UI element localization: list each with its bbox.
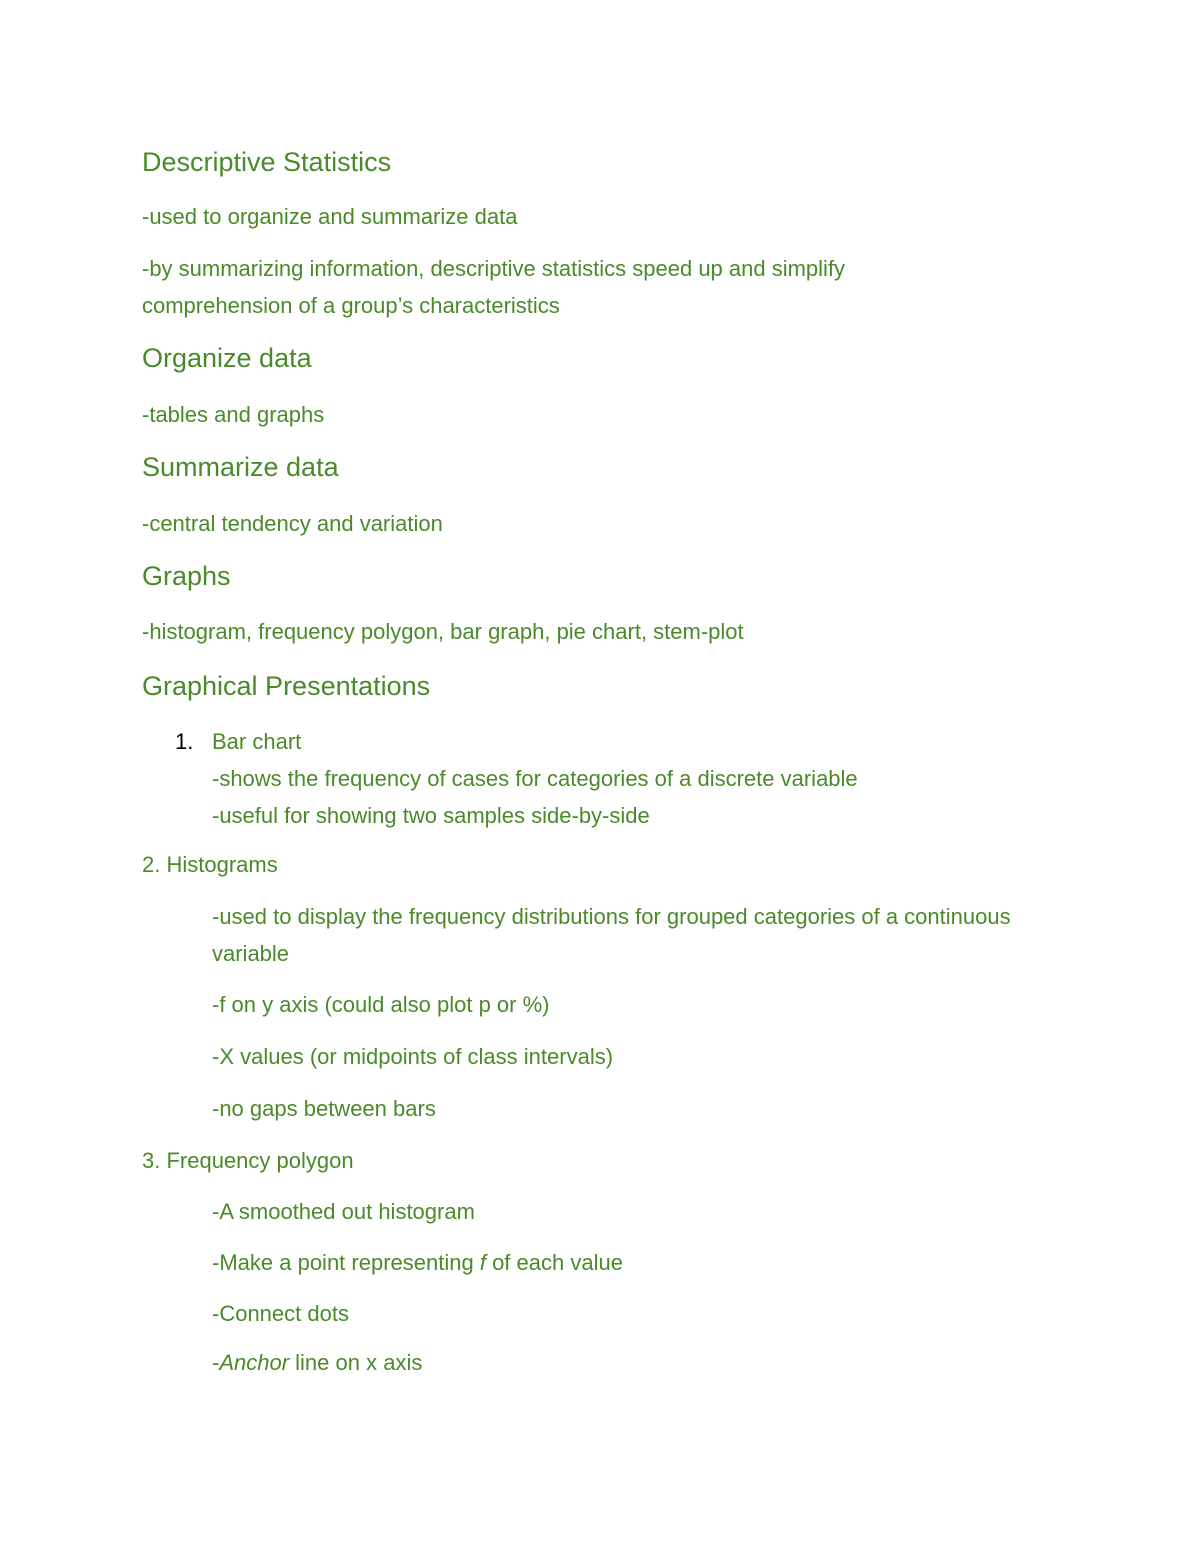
fp-line-4-italic: Anchor	[219, 1350, 290, 1375]
bar-chart-line-2: -useful for showing two samples side-by-side	[212, 803, 650, 828]
fp-line-2-suffix: of each value	[485, 1250, 623, 1275]
heading-summarize-data: Summarize data	[142, 452, 339, 482]
histograms-line-2: -f on y axis (could also plot p or %)	[212, 992, 550, 1017]
frequency-polygon-line-2	[212, 1244, 1072, 1281]
fp-line-4-suffix: line on x axis	[289, 1350, 423, 1375]
fp-line-2-italic: f	[479, 1250, 486, 1275]
frequency-polygon-line-4	[212, 1344, 1072, 1381]
list-item-bar-chart	[175, 723, 1055, 760]
fp-line-2-prefix: -Make a point representing	[212, 1250, 480, 1275]
frequency-polygon-title: 3. Frequency polygon	[142, 1148, 354, 1173]
list-number: 1.	[175, 729, 194, 754]
descriptive-line-1: -used to organize and summarize data	[142, 204, 518, 229]
frequency-polygon-line-1: -A smoothed out histogram	[212, 1199, 475, 1224]
graphs-line-1: -histogram, frequency polygon, bar graph, pie chart, stem-plot	[142, 619, 744, 644]
organize-line-1: -tables and graphs	[142, 402, 325, 427]
bar-chart-line-1: -shows the frequency of cases for categories of a discrete variable	[212, 766, 858, 791]
summarize-line-1: -central tendency and variation	[142, 511, 443, 536]
histograms-title: 2. Histograms	[142, 852, 278, 877]
frequency-polygon-line-3: -Connect dots	[212, 1301, 349, 1326]
heading-descriptive-statistics: Descriptive Statistics	[142, 147, 392, 177]
bar-chart-details	[212, 760, 1072, 834]
heading-graphs: Graphs	[142, 561, 231, 591]
histograms-line-3: -X values (or midpoints of class intervals)	[212, 1044, 614, 1069]
heading-organize-data: Organize data	[142, 343, 312, 373]
histograms-line-1: -used to display the frequency distributions for grouped categories of a continuous variable	[212, 904, 1011, 966]
descriptive-line-2: -by summarizing information, descriptive statistics speed up and simplify comprehension of a group’s characteristics	[142, 256, 846, 318]
fp-line-4-prefix: -	[212, 1350, 220, 1375]
heading-graphical-presentations: Graphical Presentations	[142, 671, 431, 701]
bar-chart-title: Bar chart	[212, 729, 302, 754]
histograms-line-4: -no gaps between bars	[212, 1096, 436, 1121]
